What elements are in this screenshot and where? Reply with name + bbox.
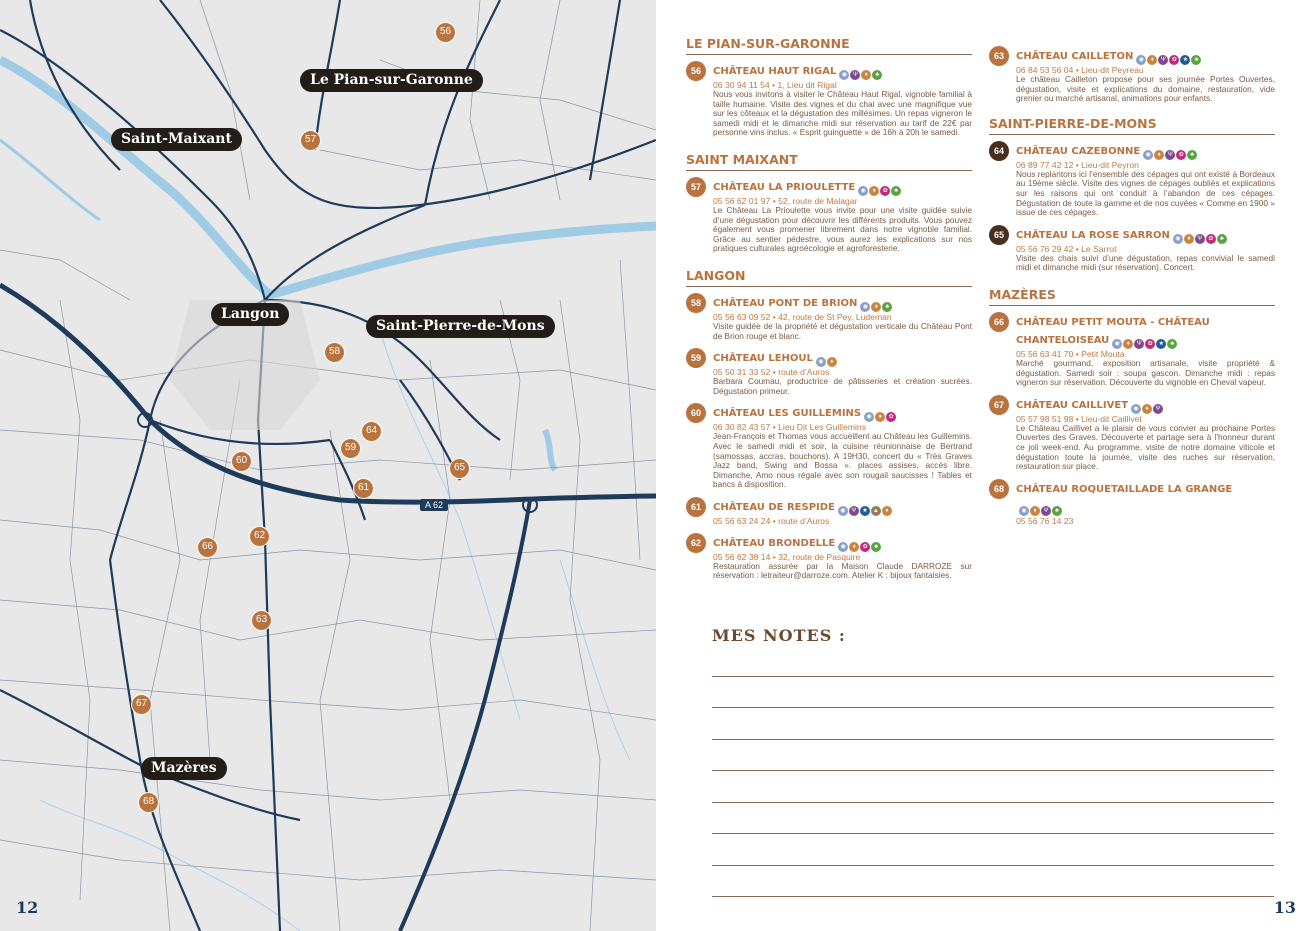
map-marker-62[interactable]: 62 [249, 526, 270, 547]
restaurant-icon: Ψ [1158, 55, 1168, 65]
winery-contact: 06 84 53 56 04 • Lieu-dit Peyreau [1016, 65, 1144, 75]
entry-number-badge: 64 [989, 141, 1009, 161]
winery-contact: 05 50 31 33 52 • route d’Auros [713, 367, 830, 378]
note-line[interactable] [712, 708, 1274, 740]
map-marker-68[interactable]: 68 [138, 792, 159, 813]
text-page [656, 0, 1312, 931]
winery-description: Jean-François et Thomas vous accueillent au Château les Guillemins. Avec le samedi midi et soir, la cuisine réunionnaise de Bertrand (samossas, accras, bouchons). A 19H30, concert du « Très Graves Jazz band, Swing and Bossa ». places assises, accès libre. Dimanche, Amo nous régale avec son rougail saucisses ! Tables et bancs à disposition. [713, 431, 972, 490]
winery-name: CHÂTEAU CAZEBONNE [1016, 145, 1141, 157]
winery-name: CHÂTEAU LA PRIOULETTE [713, 181, 856, 193]
entry-number-badge: 63 [989, 46, 1009, 66]
restaurant-icon: Ψ [1134, 339, 1144, 349]
market-icon: ✿ [1145, 339, 1155, 349]
activity-icons [1019, 506, 1062, 516]
map-marker-60[interactable]: 60 [231, 451, 252, 472]
entry-number-badge: 62 [686, 533, 706, 553]
entry-number-badge: 58 [686, 293, 706, 313]
map-marker-65[interactable]: 65 [449, 458, 470, 479]
entry-number-badge: 65 [989, 225, 1009, 245]
nature-icon: ♣ [1187, 150, 1197, 160]
activity-icons [860, 302, 892, 312]
visit-icon: ◉ [1112, 339, 1122, 349]
nature-icon: ♣ [1217, 234, 1227, 244]
winery-contact: 05 56 76 29 42 • Le Sarrot [1016, 243, 1117, 254]
winery-name: CHÂTEAU LA ROSE SARRON [1016, 229, 1170, 241]
winery-name: CHÂTEAU CAILLETON [1016, 51, 1134, 62]
entry-header [1016, 225, 1275, 244]
nature-icon: ♣ [872, 70, 882, 80]
activity-icons [858, 186, 901, 196]
restaurant-icon: Ψ [850, 70, 860, 80]
activity-icons [1136, 55, 1201, 65]
tasting-icon: ♦ [1147, 55, 1157, 65]
winery-description: Nous vous invitons à visiter le Château Haut Rigal, vignoble familial à taille humaine. Visite des vignes et du chai avec une magnifique vue sur les côteaux et la dégustation des millésimes. Un repas vigneron le samedi midi et le dimanche midi sur réservation au tarif de 22€ par personne vins inclus. « Esprit guinguette » de 16h à 20h le samedi. [713, 89, 972, 138]
winery-name: CHÂTEAU PETIT MOUTA - CHÂTEAU CHANTELOISEAU [1016, 316, 1210, 346]
restaurant-icon: Ψ [1041, 506, 1051, 516]
entry-61 [686, 497, 972, 526]
note-line[interactable] [712, 866, 1274, 898]
activity-icons [864, 412, 896, 422]
notes-lines [712, 645, 1274, 897]
entry-header [1016, 46, 1275, 65]
winery-name: CHÂTEAU LEHOUL [713, 353, 813, 365]
market-icon: ✿ [886, 412, 896, 422]
entry-number-badge: 57 [686, 177, 706, 197]
entry-header [713, 403, 972, 422]
page-number-right: 13 [1273, 898, 1296, 917]
entry-58 [686, 293, 972, 341]
section-title-le-pian: LE PIAN-SUR-GARONNE [686, 36, 972, 55]
map-marker-64[interactable]: 64 [361, 421, 382, 442]
winery-name: CHÂTEAU PONT DE BRION [713, 297, 858, 309]
entry-60 [686, 403, 972, 490]
visit-icon: ◉ [858, 186, 868, 196]
entry-number-badge: 68 [989, 479, 1009, 499]
entry-66 [989, 312, 1275, 388]
entry-68 [989, 479, 1275, 526]
winery-contact: 05 56 63 24 24 • route d’Auros [713, 515, 830, 526]
town-label-le-pian: Le Pian-sur-Garonne [300, 69, 483, 92]
visit-icon: ◉ [1136, 55, 1146, 65]
activity-icons [816, 357, 837, 367]
entry-62 [686, 533, 972, 581]
notes-section [712, 626, 1274, 897]
tasting-icon: ♦ [1142, 404, 1152, 414]
right-column [989, 46, 1275, 533]
entry-number-badge: 67 [989, 395, 1009, 415]
winery-contact: 06 30 82 43 57 • Lieu Dit Les Guillemins [713, 422, 867, 433]
winery-name: CHÂTEAU CAILLIVET [1016, 399, 1129, 411]
activity-icons [838, 506, 892, 516]
restaurant-icon: Ψ [1153, 404, 1163, 414]
map-marker-67[interactable]: 67 [131, 694, 152, 715]
entry-number-badge: 61 [686, 497, 706, 517]
activity-icons [1112, 339, 1177, 349]
notes-title: MES NOTES : [712, 626, 846, 645]
winery-description: Le château Cailleton propose pour ses journée Portes Ouvertes, dégustation, visite et explications du domaine, restauration, vide grenier ou marché artisanal, animations pour enfants. [1016, 74, 1275, 104]
activity-icons [838, 542, 881, 552]
visit-icon: ◉ [838, 506, 848, 516]
tasting-icon: ♦ [1123, 339, 1133, 349]
winery-contact: 05 57 98 51 98 • Lieu-dit Caillivet [1016, 413, 1142, 424]
note-line[interactable] [712, 677, 1274, 709]
visit-icon: ◉ [1019, 506, 1029, 516]
nature-icon: ♣ [1191, 55, 1201, 65]
restaurant-icon: Ψ [1165, 150, 1175, 160]
road-label-a62: A 62 [420, 499, 448, 511]
entry-header [1016, 395, 1275, 414]
market-icon: ✿ [880, 186, 890, 196]
winery-contact: 05 56 76 14 23 [1016, 515, 1074, 526]
town-label-mazeres: Mazères [141, 757, 227, 780]
winery-description: Visite des chais suivi d’une dégustation, repas convivial le samedi midi et dimanche midi (sur réservation). Concert. [1016, 252, 1275, 273]
map-marker-66[interactable]: 66 [197, 537, 218, 558]
winery-description: Restauration assurée par la Maison Claude DARROZE sur réservation : letraiteur@darroze.com. Atelier K : bijoux fantaisies. [713, 560, 972, 581]
nature-icon: ♣ [871, 542, 881, 552]
map-marker-59[interactable]: 59 [340, 438, 361, 459]
nature-icon: ♣ [1052, 506, 1062, 516]
activity-icon: ★ [1156, 339, 1166, 349]
town-label-langon: Langon [211, 303, 289, 326]
entry-56 [686, 61, 972, 138]
entry-header [1016, 312, 1275, 349]
winery-description: Nous replantons ici l’ensemble des cépages qui ont existé à Bordeaux au 19ème siècle. Visite des vignes de cépages oubliés et explications sur les raisons qui ont conduit à l’abandon de ces cépages. Dégustation de toute la gamme et de nos cuvées « Comme en 1900 » issue de ces cépages. [1016, 168, 1275, 218]
tasting-icon: ♦ [1184, 234, 1194, 244]
nature-icon: ♣ [1167, 339, 1177, 349]
entry-number-badge: 56 [686, 61, 706, 81]
activity-icons [1173, 234, 1227, 244]
nature-icon: ♣ [882, 302, 892, 312]
market-icon: ✿ [1169, 55, 1179, 65]
entry-number-badge: 60 [686, 403, 706, 423]
restaurant-icon: Ψ [849, 506, 859, 516]
activity-icons [839, 70, 882, 80]
entry-header [1016, 479, 1275, 516]
tasting-icon: ♦ [882, 506, 892, 516]
tasting-icon: ♦ [827, 357, 837, 367]
winery-description: Barbara Coumau, productrice de pâtisseries et création sucrées. Dégustation primeur. [713, 376, 972, 396]
market-icon: ✿ [860, 542, 870, 552]
winery-description: Visite guidée de la propriété et dégustation verticale du Château Pont de Brion rouge et blanc. [713, 320, 972, 341]
entry-header [713, 293, 972, 312]
winery-name: CHÂTEAU LES GUILLEMINS [713, 408, 862, 420]
entry-67 [989, 395, 1275, 472]
entry-number-badge: 66 [989, 312, 1009, 332]
activity-icon: ★ [1180, 55, 1190, 65]
activity-icon: ★ [860, 506, 870, 516]
tasting-icon: ♦ [861, 70, 871, 80]
entry-header [713, 348, 972, 367]
winery-contact: 05 56 63 41 70 • Petit Mouta [1016, 348, 1125, 359]
note-line[interactable] [712, 771, 1274, 803]
winery-description: Marché gourmand, exposition artisanale, visite propriété & dégustation. Samedi soir : soupa gascon. Dimanche midi : repas vigneron sur réservation. Découverte du vignoble en Cheval vapeur. [1016, 357, 1275, 388]
winery-description: Le Château La Prioulette vous invite pour une visite guidée suivie d’une dégustation pour découvrir les différents produits. Vous pouvez également vous promener librement dans notre vignoble familial. Grâce au sentier pédestre, vous aurez les explications sur nos pratiques culturales agroécologie et agroforesterie. [713, 204, 972, 254]
entry-header [1016, 141, 1275, 160]
visit-icon: ◉ [1173, 234, 1183, 244]
visit-icon: ◉ [839, 70, 849, 80]
tasting-icon: ♦ [1154, 150, 1164, 160]
town-label-saint-maixant: Saint-Maixant [111, 128, 242, 151]
note-line[interactable] [712, 834, 1274, 866]
page-number-left: 12 [16, 898, 39, 917]
activity-icons [1131, 404, 1163, 414]
town-label-saint-pierre-de-mons: Saint-Pierre-de-Mons [366, 315, 555, 338]
section-title-langon: LANGON [686, 268, 972, 287]
market-icon: ✿ [1176, 150, 1186, 160]
nature-icon: ♣ [891, 186, 901, 196]
map-marker-63[interactable]: 63 [251, 610, 272, 631]
note-line[interactable] [712, 803, 1274, 835]
winery-contact: 05 56 63 09 52 • 42, route de St Pey, Ludeman [713, 311, 892, 322]
visit-icon: ◉ [816, 357, 826, 367]
entry-header [713, 61, 972, 80]
winery-contact: 05 56 62 38 14 • 32, route de Pasquire [713, 551, 861, 562]
entry-57 [686, 177, 972, 254]
entry-header [713, 533, 972, 552]
map-marker-61[interactable]: 61 [353, 478, 374, 499]
winery-description: Le Château Caillivet a le plaisir de vous convier au prochaine Portes Ouvertes des Graves. Découverte et partage sera à l’honneur durant ce joli week-end. Au programme, visite de notre domaine viticole et dégustation toute la journée, visite des ruches sur réservation, restauration sur place. [1016, 422, 1275, 472]
winery-contact: 06 30 94 11 54 • 1, Lieu dit Rigal [713, 80, 837, 90]
left-column [686, 36, 972, 588]
tasting-icon: ♦ [849, 542, 859, 552]
tasting-icon: ♦ [871, 302, 881, 312]
entry-65 [989, 225, 1275, 273]
heritage-icon: ▲ [871, 506, 881, 516]
entry-number-badge: 59 [686, 348, 706, 368]
entry-header [713, 497, 972, 516]
entry-63 [989, 46, 1275, 104]
section-title-mazeres: MAZÈRES [989, 287, 1275, 306]
entry-64 [989, 141, 1275, 218]
entry-header [713, 177, 972, 196]
visit-icon: ◉ [860, 302, 870, 312]
tasting-icon: ♦ [869, 186, 879, 196]
visit-icon: ◉ [864, 412, 874, 422]
tasting-icon: ♦ [1030, 506, 1040, 516]
visit-icon: ◉ [1131, 404, 1141, 414]
map-marker-58[interactable]: 58 [324, 342, 345, 363]
restaurant-icon: Ψ [1195, 234, 1205, 244]
winery-name: CHÂTEAU HAUT RIGAL [713, 66, 837, 77]
map-marker-56[interactable]: 56 [435, 22, 456, 43]
visit-icon: ◉ [1143, 150, 1153, 160]
note-line[interactable] [712, 645, 1274, 677]
market-icon: ✿ [1206, 234, 1216, 244]
winery-contact: 05 56 62 01 97 • 52, route de Malagar [713, 195, 858, 206]
activity-icons [1143, 150, 1197, 160]
entry-59 [686, 348, 972, 396]
tasting-icon: ♦ [875, 412, 885, 422]
winery-name: CHÂTEAU ROQUETAILLADE LA GRANGE [1016, 483, 1233, 495]
section-title-saint-pierre-de-mons: SAINT-PIERRE-DE-MONS [989, 116, 1275, 135]
winery-contact: 06 89 77 42 12 • Lieu-dit Peyron [1016, 159, 1139, 170]
winery-name: CHÂTEAU BRONDELLE [713, 537, 836, 549]
note-line[interactable] [712, 740, 1274, 772]
visit-icon: ◉ [838, 542, 848, 552]
map-marker-57[interactable]: 57 [300, 130, 321, 151]
winery-name: CHÂTEAU DE RESPIDE [713, 501, 835, 513]
section-title-saint-maixant: SAINT MAIXANT [686, 152, 972, 171]
